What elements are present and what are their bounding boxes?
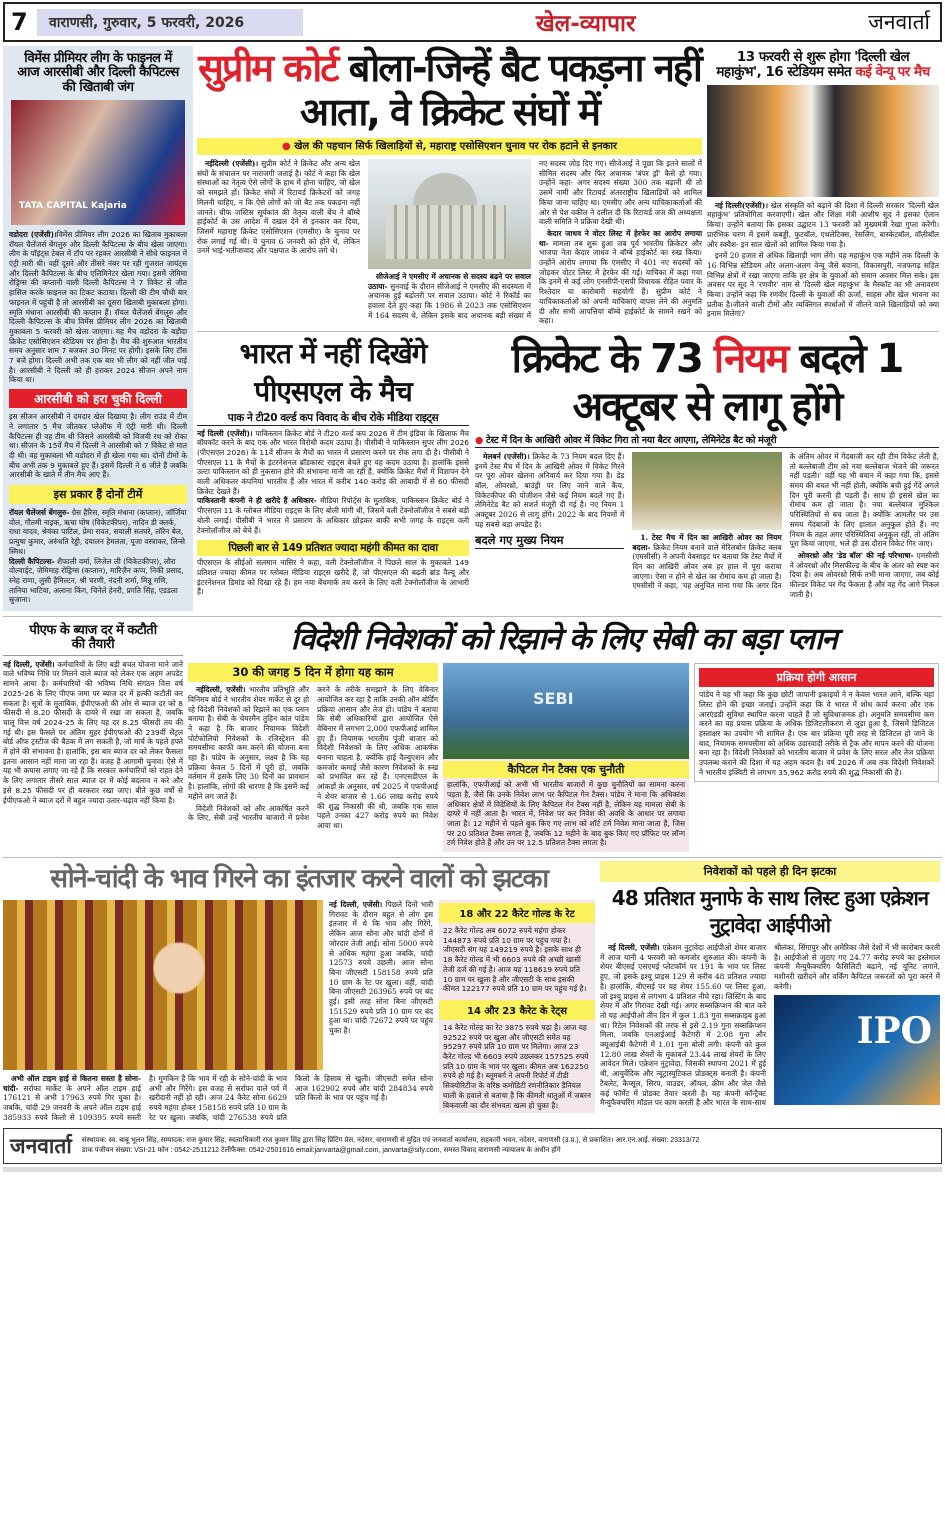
row-4: [3, 857, 942, 1123]
sc-headline: सुप्रीम कोर्ट बोला-जिन्हें बैट पकड़ना नहीं आता, वे क्रिकेट संघों में: [198, 46, 701, 134]
gold-story: [3, 861, 595, 1123]
footer-imprint-line1: संस्थापक: स्व. बाबू भूलन सिंह, सम्पादक: राज कुमार सिंह, स्वत्वाधिकारी राज कुमार सिंह द्वारा सिंह प्रिंटिंग प्रेस, नदेसर, वाराणसी से मुद्रित एवं जनवार्ता कार्यालय, सहकारी भवन, नदेसर, वाराणसी (उ.प्र.), से प्रकाशित। आर.एन.आई. संख्या: 23313/72: [81, 1136, 700, 1144]
pf-story: [3, 620, 183, 805]
sebi-deck: 30 की जगह 5 दिन में होगा यह काम: [188, 663, 438, 682]
delhi-story: [707, 46, 939, 321]
wpl-subhead-teams: इस प्रकार हैं दोनों टीमें: [9, 485, 187, 504]
process-body: पांडेय ने यह भी कहा कि कुछ छोटी जापानी इकाइयों ने न केवल भारत आने, बल्कि यहां लिस्ट होने की इच्छा जताई। उन्होंने कहा कि वे भारत में शोध कार्य करना और एक आरएंडडी सुविधा स्थापित करना चाहते हैं जो सुविधाजनक हो। अनुमति समयसीमा कम करने का यह प्रयास प्रक्रिया के अधिक डिजिटलीकरण से जुड़ा हुआ है, जिसमें डिजिटल हस्ताक्षर का उपयोग भी शामिल है। एक बार प्रक्रिया पूरी तरह से डिजिटल हो जाने के बाद, नियामक समयसीमा को अधिक उदारवादी तरीके से ट्रैक और मापन करने की योजना बना रहा है। विदेशी निवेशकों को भारतीय बाजार में प्रवेश के लिए सरल और तेज प्रक्रिया उपलब्ध कराने की दिशा में यह अहम कदम है। वर्ष 2026 में अब तक विदेशी निवेशकों ने भारतीय इक्विटी से लगभग 35,962 करोड़ रुपये की शुद्ध निकासी की है।: [699, 690, 934, 777]
sc-body-col1: नईदिल्ली (एजेंसी)। सुप्रीम कोर्ट ने क्रिकेट और अन्य खेल संघों के संचालन पर नाराजगी जताई है। कोर्ट ने कहा कि खेल संस्थाओं का नेतृत्व ऐसे लोगों के हाथ में होना चाहिए, जो खेल को समझते हों। क्रिकेट संघों में रिटायर्ड क्रिकेटरों को जगह मिलनी चाहिए, न कि ऐसे लोगों को जो बैट तक पकड़ना नहीं जानते। चीफ जस्टिस सूर्यकांत की नेतृत्व वाली बेंच ने बॉम्बे हाईकोर्ट के उस आदेश में दखल देने से इनकार कर दिया, जिसमें महाराष्ट्र क्रिकेट एसोसिएशन (एमसीए) के चुनाव पर रोक लगाई गई थी। ये चुनाव 6 जनवरी को होने थे, लेकिन उनमें भाई-भतीजावाद और पक्षपात के आरोप लगे थे।: [197, 159, 360, 256]
sebi-building-photo: [443, 663, 689, 759]
sebi-middle: [443, 663, 689, 852]
wpl-story: [3, 46, 193, 611]
ipo-graphic-text: IPO: [856, 1009, 932, 1052]
top-block: [3, 46, 942, 611]
dateline: वाराणसी, गुरुवार, 5 फरवरी, 2026: [37, 9, 303, 36]
rates-18-22-title: 18 और 22 कैरेट गोल्ड के रेट: [439, 903, 595, 923]
page-number: 7: [11, 8, 28, 36]
sc-body-col3: केदार जाधव ने वोटर लिस्ट में हेरफेर का आरोप लगाया था- मामला तब शुरू हुआ जब पूर्व भारतीय क्रिकेटर और भाजपा नेता केदार जाधव ने बॉम्बे हाईकोर्ट का रुख किया। उन्होंने आरोप लगाया कि एमसीए में 401 नए सदस्यों को जोड़कर वोटर लिस्ट में हेरफेर की गई। याचिका में कहा गया कि इनमें से कई लोग एनसीपी-एसपी विधायक रोहित पवार के रिश्तेदार या कारोबारी सहयोगी हैं। सुप्रीम कोर्ट ने याचिकाकर्ताओं को अपनी याचिकाएं वापस लेने की अनुमति दी और सभी आपत्तियां बॉम्बे हाईकोर्ट के सामने रखने को कहा।: [539, 228, 702, 326]
rules-deck: ● टेस्ट में दिन के आखिरी ओवर में विकेट गिरा तो नया बैटर आएगा, लेमिनेटेड बैट को मंजूरी: [475, 435, 939, 448]
psl-deck: पाक ने टी20 वर्ल्ड कप विवाद के बीच रोके मीडिया राइट्स: [197, 413, 469, 426]
pf-headline: पीएफ के ब्याज दर में कटौती की तैयारी: [3, 620, 183, 656]
gold-body-bottom: अभी ऑल टाइम हाई से कितना सस्ता है सोना-चांदी- सर्राफा मार्केट के अपने ऑल टाइम हाई 176121 से अभी 17963 रुपये गिर चुका है। जबकि, चांदी 29 जनवरी के अपने ऑल टाइम हाई 385933 रुपये किलो से 109395 रुपये सस्ती है। मुमकिन है कि भाव में रही के सोने-चांदी के भाव अभी और गिरेंगे। इस वजह से सर्राफा वाले पर्व में खरीदारी नहीं हो रही। आज 24 कैरेट सोना 6629 रुपये महंगा होकर 158158 रुपये प्रति 10 ग्राम के रेट पर खुला। जबकि, चांदी 276538 रुपये प्रति किलो के हिसाब से खुली। जीएसटी समेत सोना आज 162902 रुपये और चांदी 284834 रुपये प्रति किलो के भाव पर पहुंच गई है।: [3, 1074, 433, 1122]
wpl-photo-sponsor: TATA CAPITAL Kajaria: [19, 200, 127, 211]
psl-body-3: पीएसएल के सीईओ सलमान नासिर ने कहा, वली टेक्नोलॉजीज ने पिछले साल के मुकाबले 149 प्रतिशत ज्यादा कीमत पर ग्लोबल मीडिया राइट्स खरीदे हैं, जो पीएसएल की बढ़ती ब्रांड वैल्यू और इंटरनेशनल डिमांड को दिखा रहे हैं। हम नया बेंचमार्क तय करने के लिए वली टेक्नोलॉजीज के आभारी हैं।: [197, 558, 469, 597]
sc-building-photo: [368, 159, 531, 269]
sebi-story: [188, 620, 939, 852]
ipo-kicker: निवेशकों को पहले ही दिन झटका: [600, 861, 940, 882]
footer-masthead: जनवार्ता: [10, 1133, 72, 1158]
rates-18-22-body: 22 कैरेट गोल्ड अब 6072 रुपये महंगा होकर 144873 रुपये प्रति 10 ग्राम पर पहुंच गया है। जीएसटी संग यह 149219 रुपये है। इसके साथ ही 18 कैरेट गोल्ड में भी 6603 रुपये की अच्छी खासी तेजी दर्ज की गई है। आज यह 118619 रुपये प्रति 10 ग्राम पर खुला है और जीएसटी के साथ इसकी कीमत 122177 रुपये प्रति 10 ग्राम पर पहुंच गई है।: [443, 926, 587, 994]
rules-headline: क्रिकेट के 73 नियम बदले 1 अक्टूबर से लागू होंगे: [511, 335, 903, 430]
pf-body: नई दिल्ली, एजेंसी। कर्मचारियों के लिए बड़ी बचत योजना माने जाने वाले भविष्य निधि पर मिलने वाले ब्याज को लेकर एक अहम अपडेट सामने आया है। कर्मचारियों की भविष्य निधि संगठन वित्त वर्ष 2025-26 के लिए पीएफ जमा पर ब्याज दर में हल्की कटौती कर सकता है। सूत्रों के मुताबिक, ईपीएफओ की ओर से ब्याज दर को 8 फीसदी से 8.20 फीसदी के दायरे में रखा जा सकता है, जबकि चालू वित्त वर्ष 2024-25 के लिए यह दर 8.25 फीसदी तय की गई थी। इस फैसले पर अंतिम मुहर ईपीएफओ की 239वीं सेंट्रल बोर्ड ऑफ ट्रस्टीज की बैठक में लग सकती है, जो मार्च के पहले हफ्ते में होने की संभावना है। हालांकि, इस बार ब्याज दर को लेकर फैसला इतना आसान नहीं माना जा रहा है। वजह है आगामी चुनाव। ऐसे में यह भी कयास लगाए जा रहे हैं कि सरकार कर्मचारियों को राहत देने के लिए लगातार तीसरे साल ब्याज दर में कोई बदलाव न करे और इसे 8.25 फीसदी पर ही बरकरार रखा जाए। बीते कुछ वर्षों से ईपीएफओ ने ब्याज दरों में बहुत ज्यादा उतार-चढ़ाव नहीं किया है।: [3, 659, 183, 805]
rules-body-col3: 1. टेस्ट मैच में दिन का आखिरी ओवर का नियम बदला- क्रिकेट नियम बनाने वाले मेरिलबोन क्रिकेट क्लब (एमसीसी) ने अपनी वेबसाइट पर बताया कि टेस्ट मैचों में दिन का आखिरी ओवर अब हर हाल में पूरा कराया जाएगा। ऐसा न होने से खेल का रोमांच कम हो जाता है। एमसीसी ने कहा, 'यह अनुचित माना गया कि अगर दिन के अंतिम ओवर में गेंदबाजी कर रही टीम विकेट लेती है, तो बल्लेबाजी टीम को नया बल्लेबाज भेजने की जरूरत नहीं पड़ती।' वहीं यह भी बयान में कहा गया कि, इससे समय की बचत भी नहीं होती, क्योंकि बची हुई गेंदें अगले दिन पूरी करनी ही पड़ती हैं। साथ ही इससे खेल का रोमांच कम हो जाता है। नया बल्लेबाज मुश्किल परिस्थितियों से बच जाता है। क्योंकि आमतौर पर उस समय गेंदबाजों के लिए हालात अनुकूल होते हैं। नए नियम के तहत अगर परिस्थितियां अनुकूल रहीं, तो अंतिम पूरा किया जाएगा, भले ही उस दौरान विकेट गिर जाए।: [632, 451, 939, 591]
process-box: [694, 663, 939, 782]
sc-body-col2: सीजेआई ने एमसीए में अचानक से सदस्य बढ़ने पर सवाल उठाया- सुनवाई के दौरान सीजेआई ने एमसीए की सदस्यता में अचानक हुई बढ़ोतरी पर सवाल उठाया। कोर्ट ने रिकॉर्ड का हवाला देते हुए कहा कि 1986 से 2023 तक एसोसिएशन में 164 सदस्य थे, लेकिन इसके बाद अचानक बड़ी संख्या में नए सदस्य जोड़ दिए गए। सीजेआई ने पूछा कि इतने सालों में सीमित सदस्य और फिर अचानक 'बंपर ड्रॉ' कैसे हो गया। उन्होंने कहा- अगर सदस्य संख्या 300 तक बढ़ानी थी तो उसमें नामी और रिटायर्ड अंतरराष्ट्रीय खिलाड़ियों को शामिल किया जाना चाहिए था। एमसीए और अन्य याचिकाकर्ताओं की ओर से पेश वकील ने दलील दी कि रिटायर्ड जज की अध्यक्षता वाली समिति ने प्रक्रिया देखी थी।: [368, 159, 702, 320]
gold-headline: सोने-चांदी के भाव गिरने का इंतजार करने वालों को झटका: [50, 864, 548, 895]
sc-body: [197, 159, 702, 326]
psl-story: [197, 335, 469, 597]
rules-subhead: बदले गए मुख्य नियम: [475, 533, 624, 549]
jewellery-photo: [3, 900, 323, 1070]
cricket-celebration-photo: [632, 452, 781, 530]
gold-text-area: [3, 900, 433, 1123]
top-right-area: [197, 46, 939, 600]
sebi-headline: विदेशी निवेशकों को रिझाने के लिए सेबी का बड़ा प्लान: [290, 622, 837, 658]
ipo-body-text: नई दिल्ली, एजेंसी। एक्रेशन नुट्रावेदा आईपीओ शेयर बाजार में आज यानी 4 फरवरी को कमजोर शुरुआत की। कंपनी के शेयर बीएसई एसएमई प्लेटफॉर्म पर 191 के भाव पर लिस्ट हुए, जो इसके इश्यू प्राइस 129 से करीब 48 प्रतिशत ज्यादा है। हालांकि, बीएसई पर यह शेयर 155.60 पर लिस्ट हुआ, जो इश्यू प्राइस से लगभग 4 प्रतिशत नीचे रहा। लिस्टिंग के बाद शेयर में और गिरावट देखी गई। अगर सब्सक्रिप्शन की बात करें तो यह आईपीओ तीन दिन में कुल 1.83 गुना सब्सक्राइब हुआ था। रिटेल निवेशकों की तरफ से इसे 2.19 गुना सब्सक्रिप्शन मिला, जबकि एनआईआई कैटेगरी में 2.08 गुना और क्यूआईबी कैटेगरी में 1.01 गुना बोली लगी। कंपनी को कुल 12.80 लाख शेयरों के मुकाबले 23.44 लाख शेयरों के लिए आवेदन मिले। एक्रेशन नुट्रावेदा, जिसकी स्थापना 2021 में हुई थी, आयुर्वेदिक और न्यूट्रास्युटिकल प्रोडक्ट्स बनाती है। कंपनी टैबलेट, कैप्सूल, सिरप, पाउडर, ऑयल, क्रीम और जेल जैसे कई फॉर्मेट में प्रोडक्ट तैयार करती है। यह कंपनी कॉन्ट्रैक्ट मैन्युफैक्चरिंग मॉडल पर काम करती है और भारत के साथ-साथ श्रीलंका, सिंगापुर और अमेरिका जैसे देशों में भी कारोबार करती है। आईपीओ से जुटाए गए 24.77 करोड़ रुपये का इस्तेमाल कंपनी मैन्युफैक्चरिंग फैसिलिटी बढ़ाने, नई यूनिट लगाने, मशीनरी खरीदने और वर्किंग कैपिटल जरूरतों को पूरा करने में करेगी।: [600, 943, 941, 1108]
sebi-logo: SEBI: [533, 689, 574, 709]
print-registration-bar: [3, 1167, 942, 1172]
wpl-subhead-rcb: आरसीबी को हरा चुकी दिल्ली: [9, 389, 187, 408]
rules-body: [475, 452, 939, 600]
row-3: [3, 616, 942, 852]
delhi-body: नई दिल्ली(एजेंसी)। खेल संस्कृति को बढ़ाने की दिशा में दिल्ली सरकार 'दिल्ली खेल महाकुंभ' प्रतियोगिता करवाएगी। खेल और शिक्षा मंत्री आशीष सूद ने इसका ऐलान किया। उन्होंने बताया कि इसका उद्घाटन 13 फरवरी को मुख्यमंत्री रेखा गुप्ता करेंगी। प्रारंभिक चरण में इसमें कबड्डी, फुटबॉल, एथलेटिक्स, रेसलिंग, बास्केटबॉल, वॉलीबॉल और स्क्वैश- इन सात खेलों को शामिल किया गया है। इनमें 20 हजार से अधिक खिलाड़ी भाग लेंगे। यह महाकुंभ एक महीने तक दिल्ली के 16 विभिन्न स्टेडियम और अलग-अलग वेन्यू जैसे बवाना, विकासपुरी, नजफगढ़ सहित विभिन्न क्षेत्रों में रखा जाएगा ताकि हर क्षेत्र के युवाओं को समान अवसर मिल सके। इस अवसर पर सूद ने 'रणवीर' नाम से 'दिल्ली खेल महाकुंभ' के मैस्कॉट का भी अनावरण किया। उन्होंने कहा कि रणवीर दिल्ली के युवाओं की ऊर्जा, साहस और खेल भावना का प्रतीक है।जीतने वाली टीमों और व्यक्तिगत स्पर्धाओं में जीतने वाले खिलाड़ियों को क्या इनाम मिलेगा?: [707, 200, 939, 319]
sebi-main: [188, 663, 438, 831]
capital-gains-subhead: कैपिटल गेन टैक्स एक चुनौती: [443, 761, 689, 778]
mascot-launch-photo: [707, 85, 939, 197]
footer-imprint-line2: डाक पंजीयन संख्या: VSI-21 फोन : 0542-2511212 टेलीफैक्स: 0542-2501616 email:janvarta@gmail.com, janvarta@sify.com, समस्त विवाद वाराणसी न्यायालय के अधीन होंगे: [81, 1146, 561, 1154]
psl-body: नई दिल्ली (एजेंसी)। पाकिस्तान क्रिकेट बोर्ड ने टी20 वर्ल्ड कप 2026 में टीम इंडिया के खिलाफ मैच बॉयकॉट करने के बाद एक और भारत विरोधी कदम उठाया है। पीसीबी ने पाकिस्तान सुपर लीग 2026 (पीएसएल 2026) के 11वें सीजन के मैचों का भारत में प्रसारण करने पर रोक लगा दी है। पीसीबी ने पीएसएल 11 के मैचों के इंटरनेशनल ब्रॉडकास्ट राइट्स बेचते हुए यह कदम उठाया है। हालांकि इससे उल्टा पाकिस्तान को ही नुकसान होने की संभावना मानी जा रही है, क्योंकि क्रिकेट मैचों में विज्ञापन देने वाली अधिकतर कंपनियां भारतीय हैं और भारत में करीब 140 करोड़ की आबादी में से 60 फीसदी क्रिकेट देखते हैं। पाकिस्तानी कंपनी ने ही खरीदे हैं अधिकार- मीडिया रिपोर्ट्स के मुताबिक, पाकिस्तान क्रिकेट बोर्ड ने पीएसएल 11 के ग्लोबल मीडिया राइट्स के लिए बोली मांगी थी, जिसमें वली टेक्नोलॉजीज ने सबसे बड़ी बोली लगाई। पीसीबी ने भारत में प्रसारण के अधिकार छोड़कर बाकी सभी जगह के राइट्स वली टेक्नोलॉजीज को बेचे हैं।: [197, 428, 470, 535]
sc-story: [197, 46, 702, 326]
ipo-story: [600, 861, 940, 1108]
gold-photo-row: [3, 900, 433, 1070]
row-b: [197, 331, 939, 600]
psl-price-section: [197, 540, 469, 597]
capital-gains-box: [443, 759, 689, 852]
wpl-body-2: इस सीजन आरसीबी ने दमदार खेल दिखाया है। लीग राउंड में टीम ने लगातार 5 मैच जीतकर प्लेऑफ में एंट्री मारी थी। दिल्ली कैपिटल्स ही वह टीम थी जिसने आरसीबी को विजयी रथ को रोका था। सीजन के 15वें मैच में दिल्ली ने आरसीबी को 7 विकेट से मात दी थी। वह मुकाबला भी वडोदरा में ही खेला गया था। दोनों टीमों के बीच अभी तक 9 मुकाबले हुए हैं। इसमें दिल्ली ने 6 जीते हैं जबकि आरसीबी के खाते में तीन मैच आए हैं।: [9, 412, 187, 480]
rules-story: [475, 335, 939, 600]
sebi-body: नईदिल्ली, एजेंसी। भारतीय प्रतिभूति और विनिमय बोर्ड ने भारतीय शेयर मार्केट से दूर हो रहे विदेशी निवेशकों को रिझाने का एक प्लान बनाया है। सेबी के चेयरमैन तुहिन कांत पांडेय ने कहा है कि बाजार नियामक विदेशी पोर्टफोलियो निवेशकों के रजिस्ट्रेशन की समयसीमा काफी कम करने की योजना बना रहा है। पांडेय के अनुसार, लक्ष्य है कि यह प्रक्रिया केवल 5 दिनों में पूरी हो, जबकि वर्तमान में इसके लिए 30 दिनों का प्रावधान है। हालांकि, लोगों की धारणा है कि इसमें कई महीने लग जाते हैं। विदेशी निवेशकों को और आकर्षित करने के लिए, सेबी उन्हें भारतीय बाजारों में प्रवेश करने के तरीके समझाने के लिए वेबिनार आयोजित कर रहा है ताकि उनकी ऑन बोर्डिंग प्रक्रिया आसान और तेज हो। पांडेय ने बताया कि सेबी अधिकारियों द्वारा आयोजित ऐसे वेबिनार में लगभग 2,000 एफपीआई शामिल हुए हैं। नियामक भारतीय पूंजी बाजार को विदेशी निवेशकों के लिए अधिक आकर्षक बनाना चाहता है, क्योंकि हाई वैल्युएशन और कमजोर कमाई जैसे कारण निवेशकों के रुख को प्रभावित कर रहे हैं। एनएसडीएल के आंकड़ों के अनुसार, वर्ष 2025 में एफपीआई ने शेयर बाजार से 1.66 लाख करोड़ रुपये की शुद्ध निकासी की थी, जबकि एक साल पहले उनका 427 करोड़ रुपये का निवेश आया था।: [188, 685, 438, 830]
gold-body-side: नई दिल्ली, एजेंसी। पिछले दिनों भारी गिरावट के दौरान बहुत से लोग इस इंतजार में थे कि भाव और गिरेंगे, लेकिन आज सोना और चांदी दोनों में जोरदार तेजी आई। सोना 5000 रुपये से अधिक महंगा हुआ जबकि, चांदी 12573 रुपये उछली। आज सोना बिना जीएसटी 158158 रुपये प्रति 10 ग्राम के रेट पर खुला। वहीं, चांदी बिना जीएसटी 263965 रुपये पर बंद हुई। इसी तरह सोना बिना जीएसटी 151529 रुपये प्रति 10 ग्राम पर बंद हुआ था। चांदी 72672 रुपये पर पहुंच चुका है।: [329, 900, 433, 1036]
gold-rates-box: [439, 900, 595, 1113]
rules-body-col1: मेलबर्न (एजेंसी)। क्रिकेट के 73 नियम बदल दिए हैं। इनमें टेस्ट मैच में दिन के आखिरी ओवर में विकेट गिरने पर पूरा ओवर खेलना अनिवार्य कर दिया गया है। डेड बॉल, ओवरथ्रो, बाउंड्री पर लिए जाने वाले कैच, विकेटकीपर की पोजीशन जैसे कई नियम बदले गए हैं। लेमिनेटेड बैट को सशर्त मंजूरी दी गई है। नए नियम 1 अक्टूबर 2026 से लागू होंगे। 2022 के बाद नियमों में यह सबसे बड़ा अपडेट है।: [475, 451, 625, 529]
rates-14-23-title: 14 और 23 कैरेट के रेट्स: [439, 1000, 595, 1020]
delhi-headline: 13 फरवरी से शुरू होगा 'दिल्ली खेल महाकुंभ', 16 स्टेडियम समेत कई वेन्यू पर मैच: [716, 49, 930, 80]
psl-headline: भारत में नहीं दिखेंगे पीएसएल के मैच: [239, 336, 427, 408]
rules-overthrow: ओवरथ्रो और 'डेड बॉल' की नई परिभाषा- एमसीसी ने ओवरथ्रो और मिसफील्ड के बीच के अंतर को स्पष्ट कर दिया है। अब ओवरथ्रो सिर्फ तभी माना जाएगा, जब कोई फील्डर विकेट पर गेंद फेंकता है और वह गेंद आगे निकल जाती है।: [789, 550, 939, 599]
footer-imprint: [3, 1128, 942, 1164]
ipo-body: [600, 943, 940, 1108]
page-header: [3, 2, 942, 42]
sc-deck: ● खेल की पहचान सिर्फ खिलाड़ियों से, महाराष्ट्र एसोसिएशन चुनाव पर रोक हटाने से इनकार: [197, 138, 702, 155]
capital-gains-body: हालांकि, एफपीआई को अभी भी भारतीय बाजारों में कुछ चुनौतियों का सामना करना पड़ता है, जैसे कि उनके निवेश लाभ पर कैपिटल गेन टैक्स। पांडेय ने माना कि अधिकांश अधिकार क्षेत्रों में विदेशियों के लिए कैपिटल गेन टैक्स नहीं है, लेकिन यह मामला सेबी के दायरे में नहीं आता है। भारत में, निवेश पर कर निवेश की अवधि के आधार पर लगाया जाता है। 12 महीने से पहले बुक किए गए लाभ को शॉर्ट टर्म निवेश माना जाता है, जिस पर 20 प्रतिशत टैक्स लगता है, जबकि 12 महीने के बाद बुक किए गए प्रॉफिट पर लॉन्ग टर्म निवेश होते हैं और उन पर 12.5 प्रतिशत टैक्स लगता है।: [447, 780, 685, 848]
wpl-teams: रॉयल चैलेंजर्स बेंगलुरु- ग्रेस हैरिस, स्मृति मंधाना (कप्तान), जॉर्जिया वोल, गौतमी नाइक, ऋचा घोष (विकेटकीपर), नादिन डी क्लर्क, राधा यादव, श्रेयंका पाटिल, प्रेमा रावत, सयाली सतघरे, लॉरेन बेल, प्रत्युषा कुमार, अरुंधति रेड्डी, दयालन हेमलता, पूजा वस्त्राकर, लिन्से स्मिथ। दिल्ली कैपिटल्स- शैफाली वर्मा, लिजेल ली (विकेटकीपर), लौरा वोल्वार्ड्ट, जेमिमाह रोड्रिग्स (कप्तान), मारिज़ैन कप्प, निकी प्रसाद, स्नेह राणा, लुसी हैमिल्टन, श्री चरणी, नंदनी शर्मा, मिन्नू मणि, तानिया भाटिया, अलाना किंग, चिनेले हेनरी, प्रगति सिंह, एडडला स्रुजाना।: [9, 508, 187, 605]
sebi-columns: [188, 663, 939, 852]
wpl-photo: [11, 100, 185, 225]
ipo-graphic: [774, 995, 940, 1105]
wpl-headline: विमेंस प्रीमियर लीग के फाइनल में आज आरसीबी और दिल्ली कैपिटल्स की खिताबी जंग: [17, 51, 179, 95]
wpl-body: वडोदरा (एजेंसी)।विमेंस प्रीमियर लीग 2026 का खिताब मुकाबला रॉयल चैलेंजर्स बेंगलुरु और दिल्ली कैपिटल्स के बीच खेला जाएगा। लीग के पॉइंट्स टेबल में टॉप पर रहकर आरसीबी ने सीधे फाइनल में एंट्री मारी थी। वहीं दूसरे और तीसरे नंबर पर रही गुजरात जायंट्स और दिल्ली कैपिटल्स के बीच एलिमिनेटर खेला गया। इसमें जेमिमा रोड्रिग्स की कप्तानी वाली दिल्ली कैपिटल्स ने 7 विकेट से जीत हासिल करके फाइनल का टिकट कटाया। दिल्ली की टीम चौथी बार फाइनल में पहुंची है तो आरसीबी का दूसरा खिताबी मुकाबला होगा। स्मृति मंधाना आरसीबी की कप्तान हैं। रॉयल चैलेंजर्स बेंगलुरु और दिल्ली कैपिटल्स के बीच विमेंस प्रीमियर लीग 2026 का खिताबी मुकाबला 5 फरवरी को खेला जाएगा। यह मैच वडोदरा के बड़ौदा क्रिकेट एसोसिएशन स्टेडियम पर होना है। मैच की शुरुआत भारतीय समय अनुसार शाम 7 बजकर 30 मिनट पर होगी। इसके लिए टॉस 7 बजे होगा। दिल्ली अभी तक एक बार भी लीग को नहीं जीत पाई है। आरसीबी ने दिल्ली को ही हराकर 2024 सीजन अपने नाम किया था।: [9, 229, 187, 385]
gold-columns: [3, 900, 595, 1123]
footer-imprint-text: [82, 1136, 700, 1156]
rates-14-23-body: 14 कैरेट गोल्ड का रेट 3875 रुपये चढ़ा है। आज यह 92522 रुपये पर खुला और जीएसटी समेत यह 95297 रुपये प्रति 10 ग्राम पर मिलेगा। आज 23 कैरेट गोल्ड भी 6603 रुपये उछलकर 157525 रुपये प्रति 10 ग्राम के भाव पर खुला। कीमत अब 162250 रुपये हो गई है। ब्लूमबर्ग ने अपनी रिपोर्ट में टीडी सिक्योरिटीज के वरिष्ठ कमोडिटी रणनीतिकार डैनियल घाली के हवाले से बताया है कि कीमती धातुओं में जबरन बिकवाली का दौर संभवतः खत्म हो चुका है।: [443, 1022, 592, 1110]
row-a: [197, 46, 939, 326]
process-subhead: प्रक्रिया होगी आसान: [699, 668, 934, 687]
masthead: जनवार्ता: [868, 10, 930, 34]
psl-subhead-price: पिछली बार से 149 प्रतिशत ज्यादा महंगी कीमत का दावा: [197, 540, 469, 556]
ipo-headline: 48 प्रतिशत मुनाफे के साथ लिस्ट हुआ एक्रेशन नुट्रावेदा आईपीओ: [611, 886, 929, 938]
section-title: खेल-व्यापार: [535, 11, 636, 37]
